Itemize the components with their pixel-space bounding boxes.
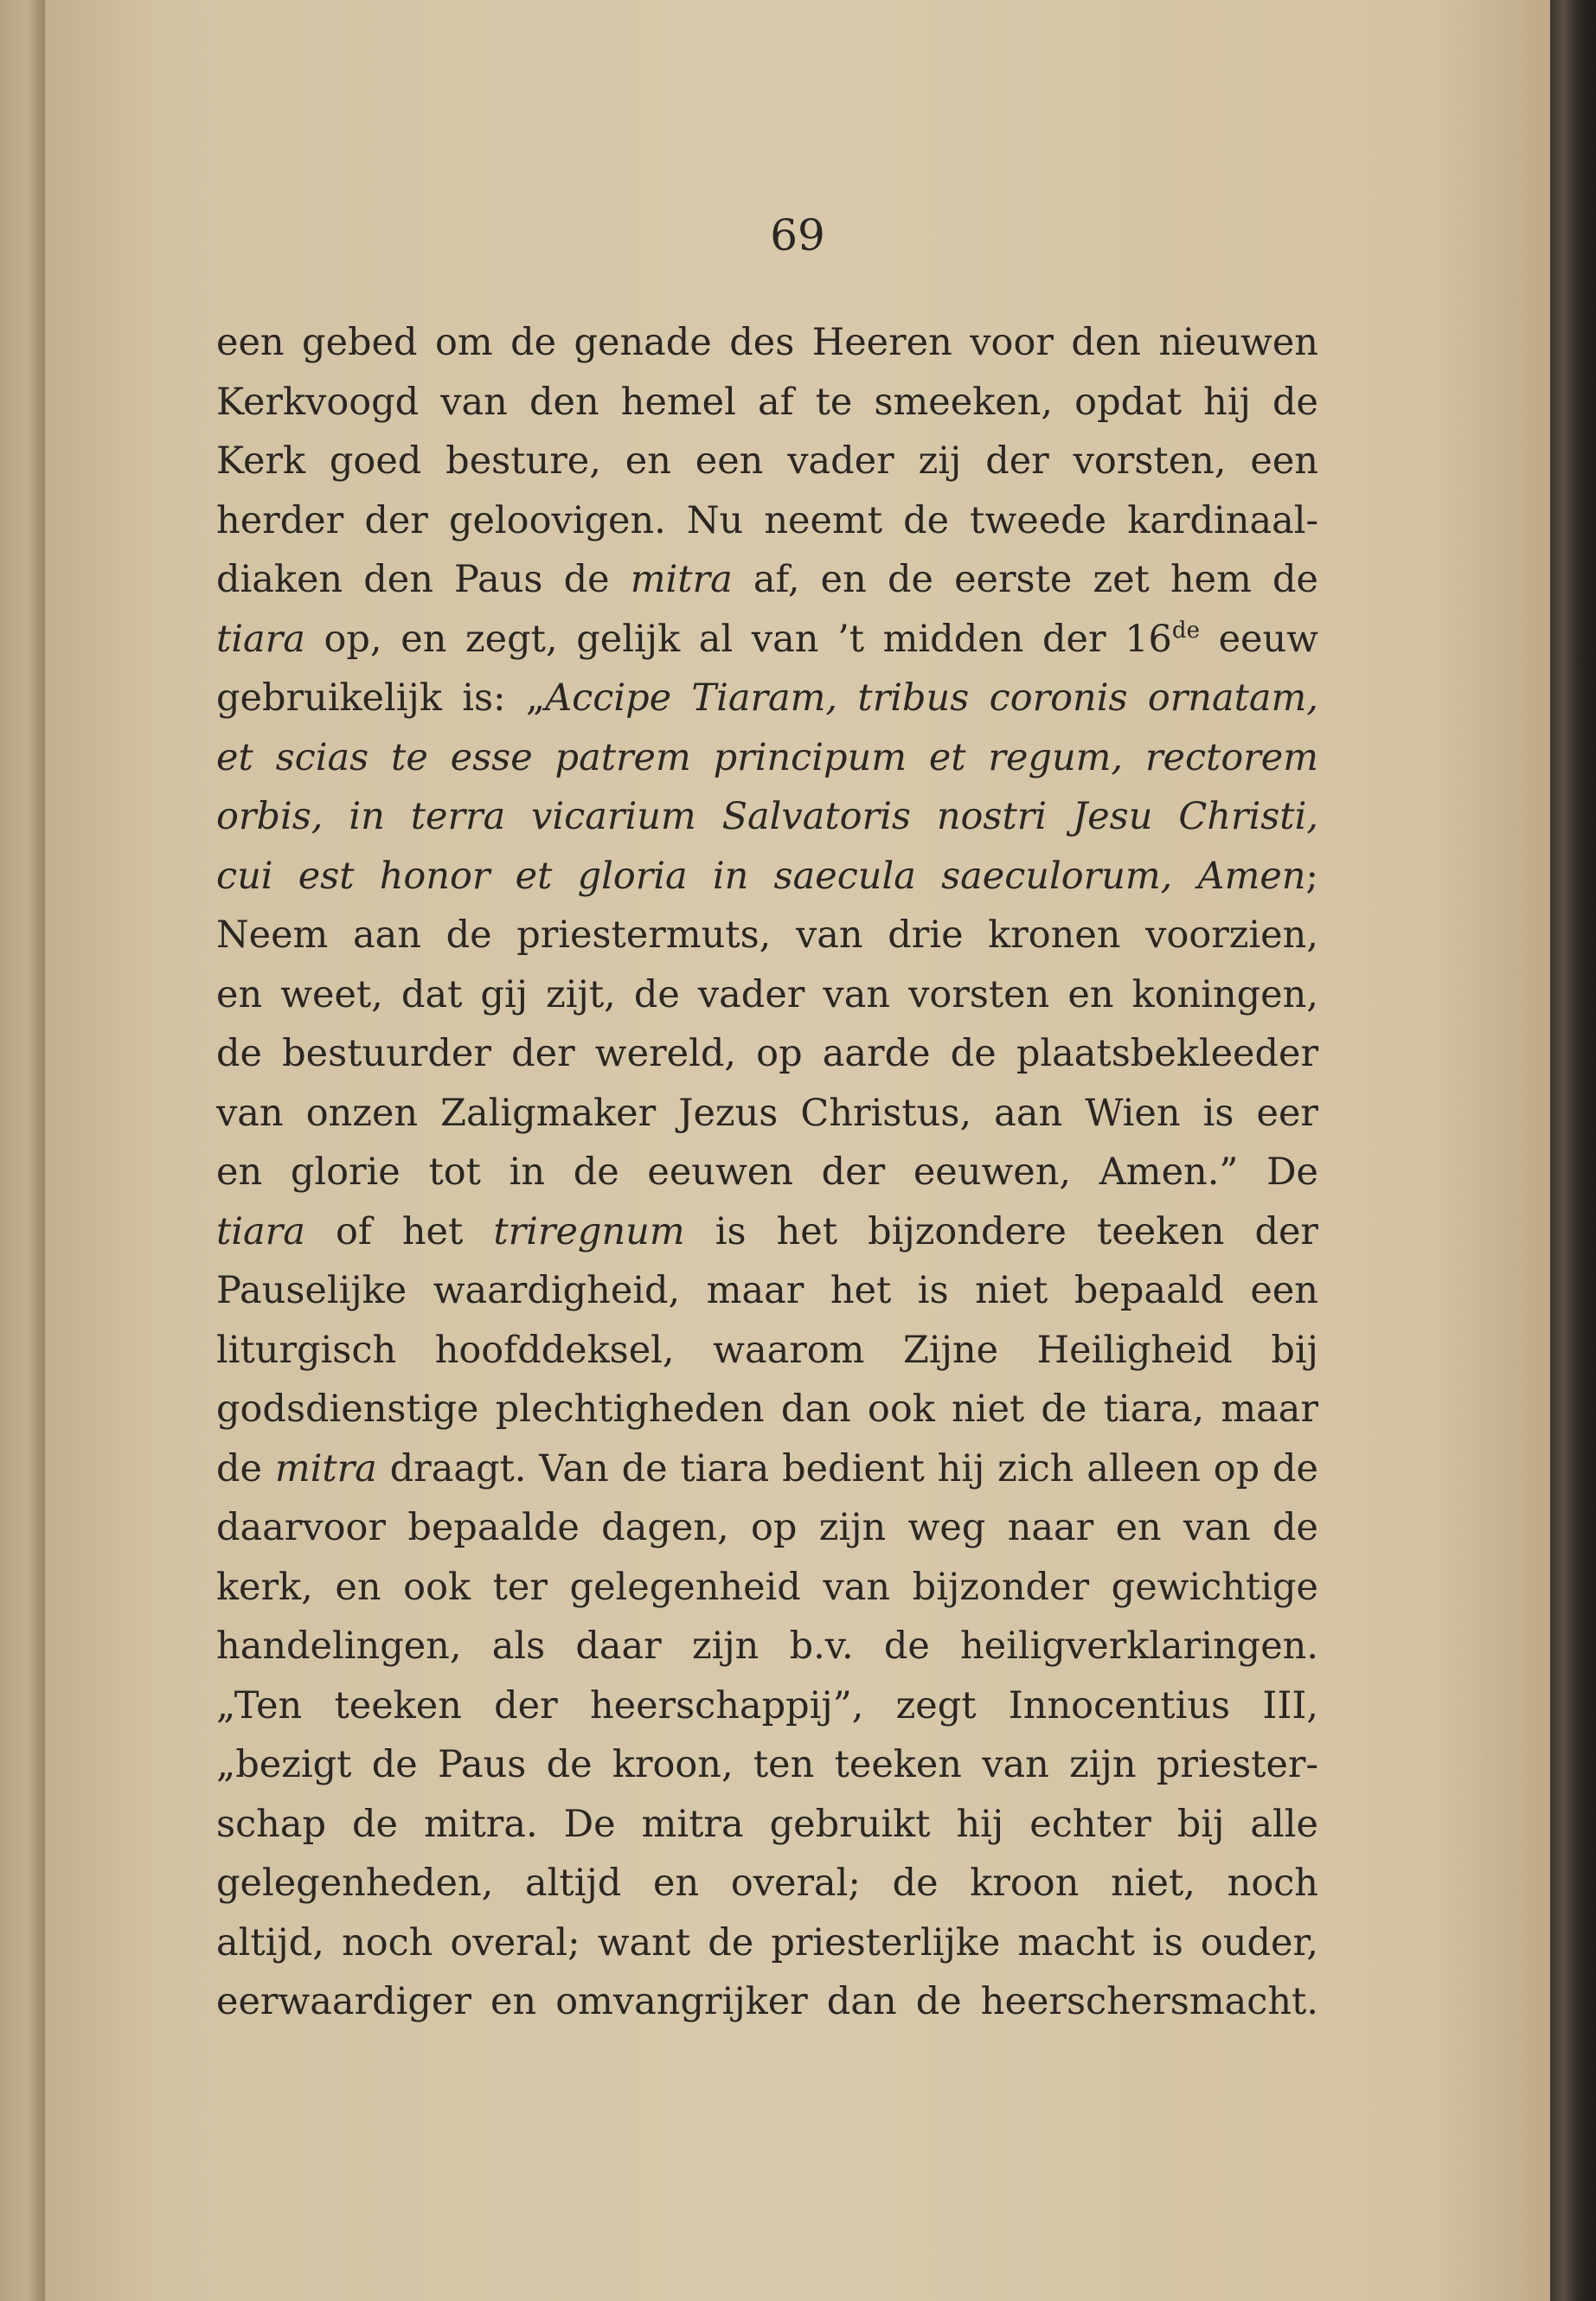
- text-line: [216, 1913, 1318, 1973]
- text-line: [216, 1024, 1318, 1084]
- text-segment: gelegenheden, altijd en overal; de kroon niet, noch: [216, 1862, 1318, 1905]
- text-segment: liturgisch hoofddeksel, waarom Zijne Heiligheid bij: [216, 1328, 1318, 1372]
- text-segment: ;: [1305, 854, 1318, 898]
- text-segment: is het bijzondere teeken der: [684, 1209, 1318, 1253]
- text-line: [216, 965, 1318, 1025]
- page-number: 69: [770, 210, 825, 260]
- text-segment: herder der geloovigen. Nu neemt de tweede kardinaal-: [216, 498, 1318, 542]
- text-segment: de bestuurder der wereld, op aarde de plaatsbekleeder: [216, 1032, 1318, 1075]
- text-segment: handelingen, als daar zijn b.v. de heiligverklaringen.: [216, 1625, 1318, 1668]
- body-text: [216, 313, 1318, 2032]
- text-line: [216, 787, 1318, 847]
- text-line: [216, 1558, 1318, 1618]
- text-line: [216, 313, 1318, 373]
- text-line: [216, 1498, 1318, 1558]
- text-segment: af, en de eerste zet hem de: [732, 558, 1319, 601]
- text-segment: eeuw: [1199, 617, 1318, 661]
- text-line: [216, 373, 1318, 433]
- text-segment: mitra: [274, 1446, 377, 1490]
- text-line: [216, 1202, 1318, 1262]
- text-line: [216, 610, 1318, 670]
- text-segment: tiara: [216, 617, 305, 661]
- text-line: [216, 1380, 1318, 1439]
- text-line: [216, 1143, 1318, 1202]
- text-segment: en glorie tot in de eeuwen der eeuwen, Amen.” De: [216, 1150, 1318, 1194]
- text-segment: triregnum: [493, 1209, 685, 1253]
- text-line: [216, 847, 1318, 907]
- book-page: [45, 0, 1550, 2301]
- right-page-edge: [1550, 0, 1596, 2301]
- text-segment: en weet, dat gij zijt, de vader van vorsten en koningen,: [216, 972, 1318, 1016]
- text-line: [216, 1735, 1318, 1795]
- text-segment: van onzen Zaligmaker Jezus Christus, aan Wien is eer: [216, 1091, 1318, 1135]
- text-segment: et scias te esse patrem principum et regum, rectorem: [216, 735, 1318, 779]
- text-segment: Pauselijke waardigheid, maar het is niet bepaald een: [216, 1269, 1318, 1312]
- text-segment: orbis, in terra vicarium Salvatoris nostri Jesu Christi,: [216, 795, 1318, 838]
- text-line: [216, 1084, 1318, 1144]
- text-line: [216, 491, 1318, 551]
- text-segment: een gebed om de genade des Heeren voor den nieuwen: [216, 321, 1318, 364]
- text-line: [216, 1972, 1318, 2032]
- text-segment: draagt. Van de tiara bedient hij zich alleen op de: [376, 1446, 1318, 1490]
- text-segment: diaken den Paus de: [216, 558, 631, 601]
- text-line: [216, 1617, 1318, 1676]
- text-segment: Accipe Tiaram, tribus coronis ornatam,: [545, 676, 1318, 720]
- text-line: [216, 906, 1318, 965]
- text-segment: schap de mitra. De mitra gebruikt hij echter bij alle: [216, 1802, 1318, 1846]
- text-segment: godsdienstige plechtigheden dan ook niet de tiara, maar: [216, 1388, 1318, 1431]
- text-segment: tiara: [216, 1209, 305, 1253]
- text-segment: Kerkvoogd van den hemel af te smeeken, opdat hij de: [216, 380, 1318, 424]
- text-segment: eerwaardiger en omvangrijker dan de heerschersmacht.: [216, 1980, 1318, 2023]
- text-segment: Neem aan de priestermuts, van drie kronen voorzien,: [216, 913, 1318, 957]
- text-line: [216, 728, 1318, 788]
- text-line: [216, 669, 1318, 728]
- text-segment: „bezigt de Paus de kroon, ten teeken van zijn priester-: [216, 1743, 1318, 1786]
- text-segment: cui est honor et gloria in saecula saeculorum, Amen: [216, 854, 1306, 898]
- text-segment: mitra: [630, 558, 733, 601]
- text-segment: de: [1171, 617, 1200, 644]
- left-page-edge: [0, 0, 45, 2301]
- text-line: [216, 1676, 1318, 1736]
- text-line: [216, 1795, 1318, 1855]
- text-segment: altijd, noch overal; want de priesterlijke macht is ouder,: [216, 1920, 1318, 1965]
- text-line: [216, 432, 1318, 491]
- text-segment: Kerk goed besture, en een vader zij der vorsten, een: [216, 439, 1318, 483]
- text-segment: of het: [304, 1209, 494, 1253]
- text-segment: op, en zegt, gelijk al van ’t midden der 16: [304, 617, 1172, 661]
- text-segment: daarvoor bepaalde dagen, op zijn weg naar en van de: [216, 1506, 1318, 1549]
- text-line: [216, 1261, 1318, 1321]
- text-segment: gebruikelijk is: „: [216, 676, 546, 720]
- text-segment: „Ten teeken der heerschappij”, zegt Innocentius III,: [216, 1683, 1318, 1727]
- text-segment: de: [216, 1446, 275, 1490]
- text-line: [216, 1854, 1318, 1913]
- text-segment: kerk, en ook ter gelegenheid van bijzonder gewichtige: [216, 1565, 1318, 1609]
- text-line: [216, 1439, 1318, 1499]
- text-line: [216, 550, 1318, 610]
- text-line: [216, 1321, 1318, 1381]
